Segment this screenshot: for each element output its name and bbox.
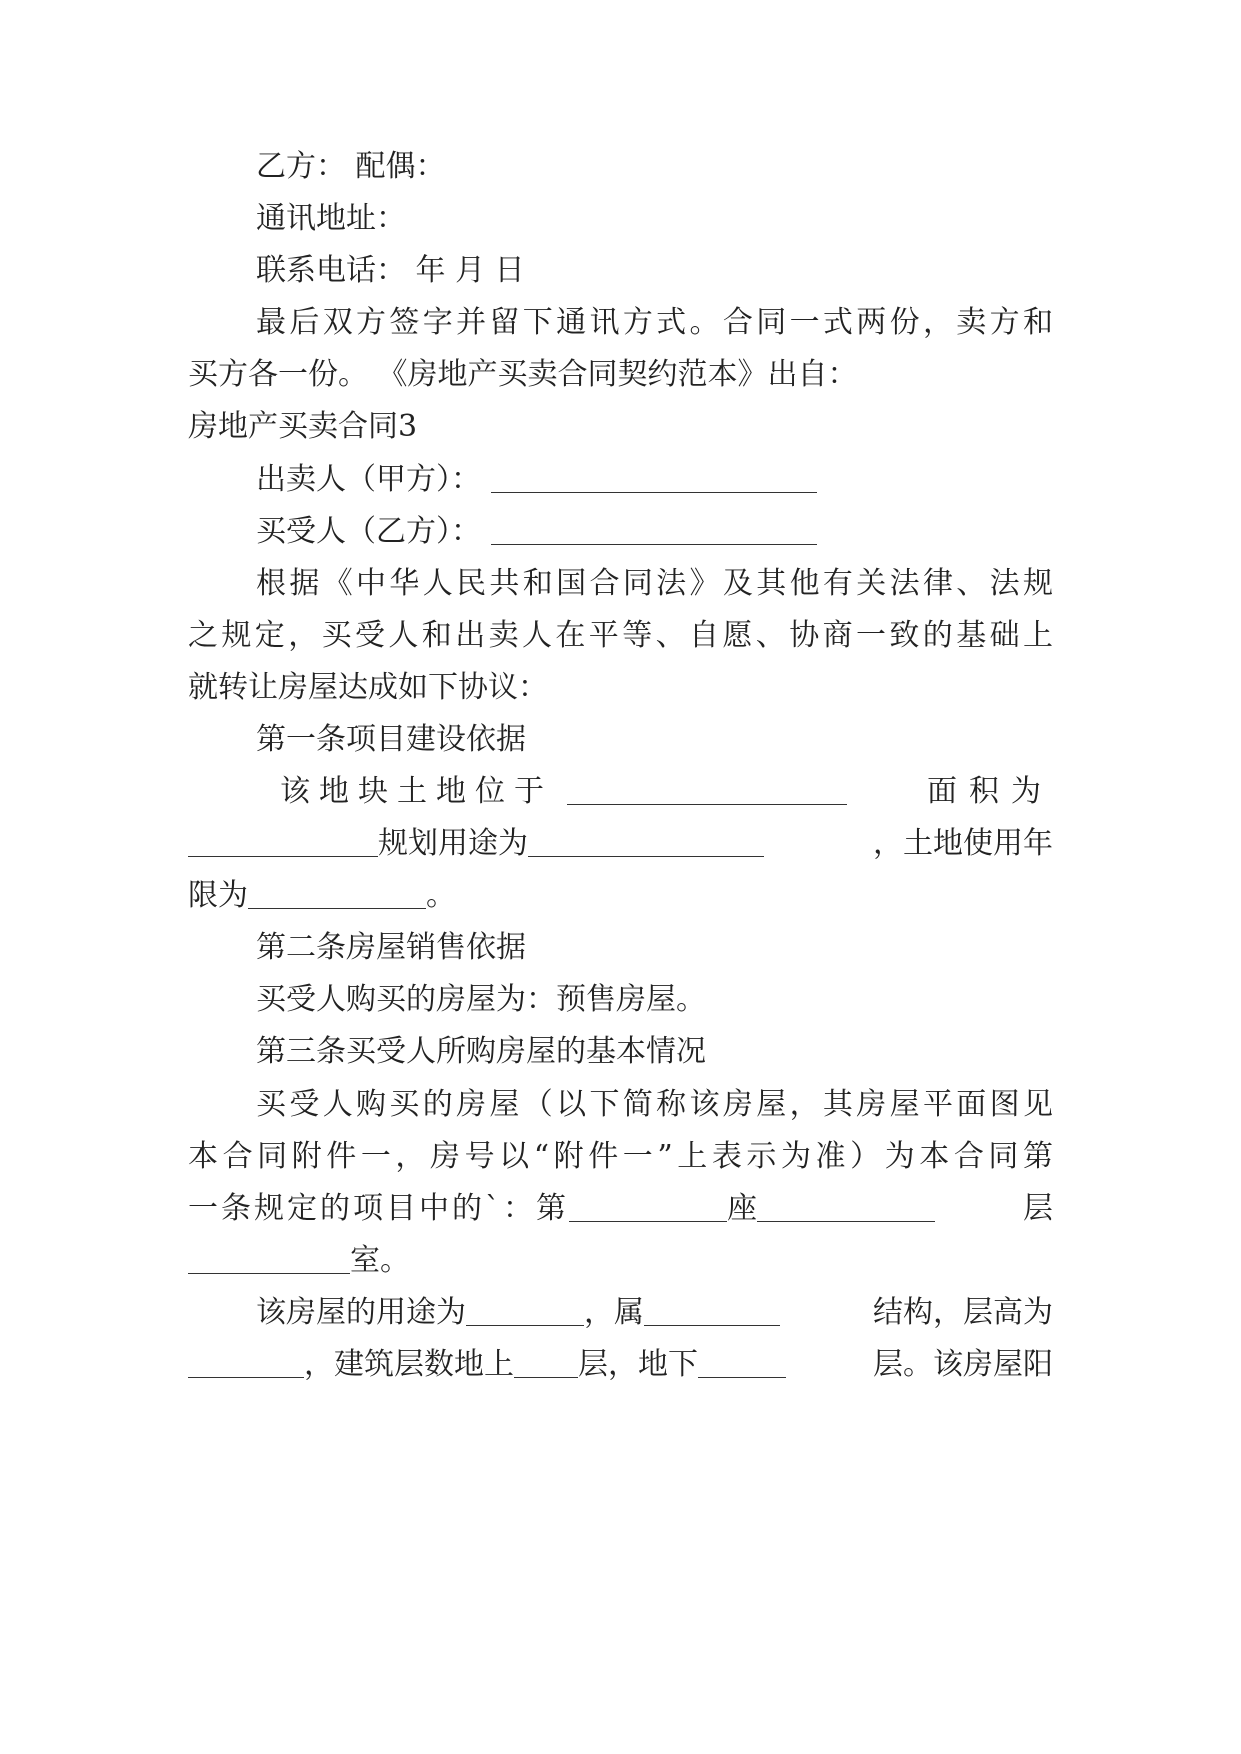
house-type-line: 买受人购买的房屋为：预售房屋。 bbox=[256, 982, 706, 1017]
article-3-title: 第三条买受人所购房屋的基本情况 bbox=[256, 1034, 706, 1069]
block-blank bbox=[569, 1195, 727, 1222]
preamble-line-1: 根据《中华人民共和国合同法》及其他有关法律、法规 bbox=[256, 566, 1053, 601]
article-1-title: 第一条项目建设依据 bbox=[256, 722, 526, 757]
planned-use-blank bbox=[528, 830, 764, 857]
structure-blank bbox=[644, 1299, 780, 1326]
seller-line: 出卖人（甲方）： bbox=[256, 460, 1053, 500]
floor-blank bbox=[757, 1195, 935, 1222]
land-term-line: 限为 。 bbox=[188, 878, 456, 913]
party-b-line: 乙方： 配偶： bbox=[256, 149, 446, 184]
land-term-blank bbox=[248, 882, 426, 909]
house-info-line-3: 一条规定的项目中的`：第 座 层 bbox=[188, 1191, 1053, 1226]
seller-blank bbox=[491, 466, 817, 493]
storey-height-blank bbox=[188, 1351, 304, 1378]
address-line: 通讯地址： bbox=[256, 201, 406, 236]
house-info-line-1: 买受人购买的房屋（以下简称该房屋，其房屋平面图见 bbox=[256, 1087, 1053, 1122]
land-location-blank bbox=[567, 778, 847, 805]
house-use-line: 该房屋的用途为 ，属 结构，层高为 bbox=[256, 1295, 1053, 1330]
land-area-blank bbox=[188, 830, 378, 857]
buyer-line: 买受人（乙方）： bbox=[256, 512, 1053, 552]
below-ground-blank bbox=[698, 1351, 786, 1378]
article-2-title: 第二条房屋销售依据 bbox=[256, 930, 526, 965]
room-blank bbox=[188, 1247, 350, 1274]
preamble-line-3: 就转让房屋达成如下协议： bbox=[188, 670, 548, 705]
preamble-line-2: 之规定，买受人和出卖人在平等、自愿、协商一致的基础上 bbox=[188, 618, 1053, 653]
above-ground-blank bbox=[514, 1351, 578, 1378]
room-line: 室。 bbox=[188, 1241, 1053, 1281]
storeys-line: ，建筑层数地上 层，地下 层。该房屋阳 bbox=[188, 1345, 1053, 1385]
buyer-blank bbox=[491, 518, 817, 545]
contract-section-title: 房地产买卖合同3 bbox=[188, 409, 418, 444]
phone-date-line: 联系电话： 年 月 日 bbox=[256, 253, 525, 288]
signature-paragraph-line-1: 最后双方签字并留下通讯方式。合同一式两份，卖方和 bbox=[256, 305, 1053, 340]
land-location-line: 该地块土地位于 面积为 bbox=[280, 774, 1053, 809]
house-use-blank bbox=[466, 1299, 584, 1326]
house-info-line-2: 本合同附件一，房号以“附件一”上表示为准）为本合同第 bbox=[188, 1139, 1053, 1174]
land-area-line: 规划用途为 ，土地使用年 bbox=[188, 824, 1053, 864]
signature-paragraph-line-2: 买方各一份。 《房地产买卖合同契约范本》出自： bbox=[188, 357, 858, 392]
